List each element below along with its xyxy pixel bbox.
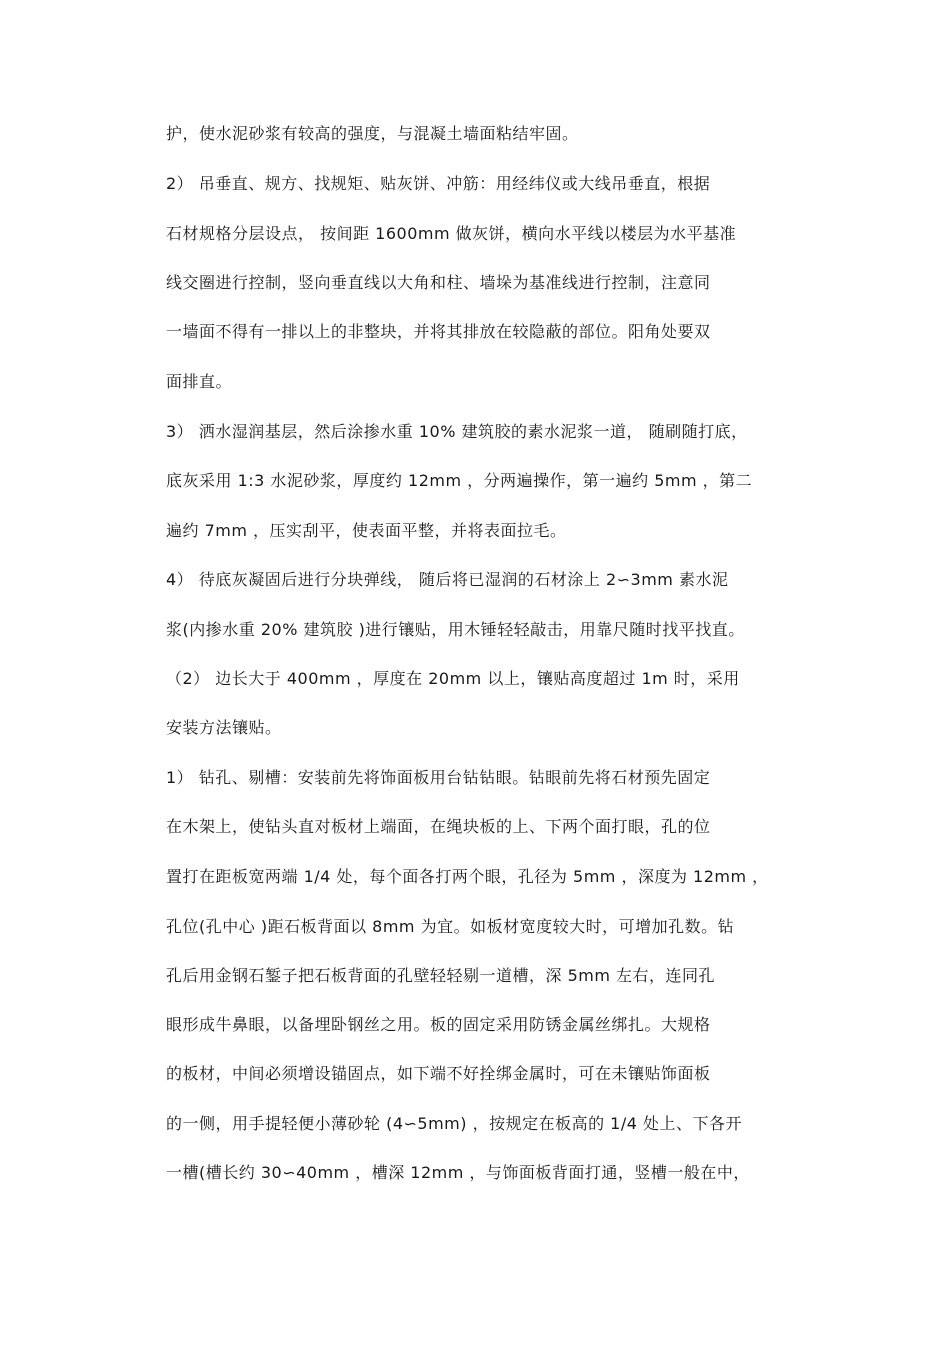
text-line: 安装方法镶贴。 — [166, 718, 282, 737]
text-line: 眼形成牛鼻眼，以备埋卧钢丝之用。板的固定采用防锈金属丝绑扎。大规格 — [166, 1015, 711, 1034]
text-line: 孔位(孔中心 )距石板背面以 8mm 为宜。如板材宽度较大时，可增加孔数。钻 — [166, 917, 735, 936]
text-line: 遍约 7mm ，压实刮平，使表面平整，并将表面拉毛。 — [166, 521, 567, 540]
text-line: （2） 边长大于 400mm ，厚度在 20mm 以上，镶贴高度超过 1m 时，采用 — [166, 669, 740, 688]
text-line: 线交圈进行控制，竖向垂直线以大角和柱、墙垛为基准线进行控制，注意同 — [166, 273, 711, 292]
text-line: 一墙面不得有一排以上的非整块，并将其排放在较隐蔽的部位。阳角处要双 — [166, 322, 711, 341]
text-line: 孔后用金钢石錾子把石板背面的孔壁轻轻剔一道槽，深 5mm 左右，连同孔 — [166, 966, 716, 985]
text-line: 1） 钻孔、剔槽：安装前先将饰面板用台钻钻眼。钻眼前先将石材预先固定 — [166, 768, 711, 787]
text-line: 3） 洒水湿润基层，然后涂掺水重 10% 建筑胶的素水泥浆一道， 随刷随打底， — [166, 422, 748, 441]
text-line: 2） 吊垂直、规方、找规矩、贴灰饼、冲筋：用经纬仪或大线吊垂直，根据 — [166, 174, 711, 193]
text-line: 置打在距板宽两端 1/4 处，每个面各打两个眼，孔径为 5mm ，深度为 12mm ， — [166, 867, 769, 886]
text-line: 石材规格分层设点， 按间距 1600mm 做灰饼，横向水平线以楼层为水平基准 — [166, 224, 737, 243]
text-line: 的一侧，用手提轻便小薄砂轮 (4∽5mm) ，按规定在板高的 1/4 处上、下各开 — [166, 1114, 743, 1133]
text-line: 4） 待底灰凝固后进行分块弹线， 随后将已湿润的石材涂上 2∽3mm 素水泥 — [166, 570, 729, 589]
text-line: 在木架上，使钻头直对板材上端面，在绳块板的上、下两个面打眼，孔的位 — [166, 817, 711, 836]
text-line: 底灰采用 1:3 水泥砂浆，厚度约 12mm ，分两遍操作，第一遍约 5mm ，第二 — [166, 471, 753, 490]
text-line: 的板材，中间必须增设锚固点，如下端不好拴绑金属时，可在未镶贴饰面板 — [166, 1064, 711, 1083]
text-line: 面排直。 — [166, 372, 233, 391]
text-line: 一槽(槽长约 30∽40mm ，槽深 12mm ，与饰面板背面打通，竖槽一般在中， — [166, 1163, 750, 1182]
text-line: 护，使水泥砂浆有较高的强度，与混凝土墙面粘结牢固。 — [166, 124, 579, 143]
text-line: 浆(内掺水重 20% 建筑胶 )进行镶贴，用木锤轻轻敲击，用靠尺随时找平找直。 — [166, 620, 745, 639]
